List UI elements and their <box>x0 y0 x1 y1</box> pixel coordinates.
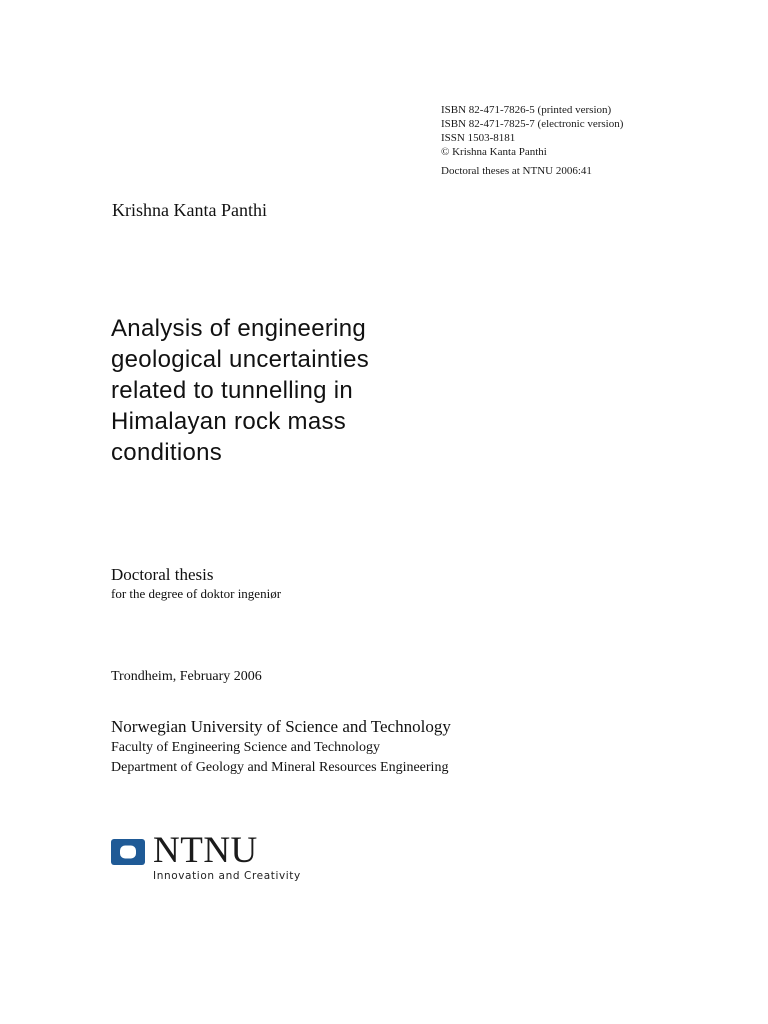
department-name: Department of Geology and Mineral Resources Engineering <box>111 760 449 775</box>
logo-tagline: Innovation and Creativity <box>153 870 301 882</box>
place-date: Trondheim, February 2006 <box>111 669 262 684</box>
author-name: Krishna Kanta Panthi <box>112 200 267 220</box>
degree-statement: for the degree of doktor ingeniør <box>111 586 282 601</box>
isbn-printed: ISBN 82-471-7826-5 (printed version) <box>441 104 612 116</box>
title-line: related to tunnelling in <box>111 377 354 404</box>
isbn-electronic: ISBN 82-471-7825-7 (electronic version) <box>441 118 624 130</box>
thesis-type: Doctoral thesis <box>111 565 214 584</box>
issn: ISSN 1503-8181 <box>441 132 516 144</box>
title-line: Analysis of engineering <box>111 315 367 342</box>
title-line: Himalayan rock mass <box>111 408 347 435</box>
logo-wordmark: NTNU <box>153 830 258 871</box>
title-line: geological uncertainties <box>111 346 370 373</box>
copyright: © Krishna Kanta Panthi <box>441 146 547 158</box>
ntnu-logo-icon <box>111 839 145 865</box>
university-name: Norwegian University of Science and Technology <box>111 717 451 736</box>
ntnu-logo <box>111 830 321 886</box>
thesis-title <box>111 313 441 468</box>
faculty-name: Faculty of Engineering Science and Technology <box>111 740 380 755</box>
series-number: Doctoral theses at NTNU 2006:41 <box>441 165 592 177</box>
logo-mark-inner <box>120 846 136 859</box>
publication-info <box>441 103 623 178</box>
title-line: conditions <box>111 439 223 466</box>
